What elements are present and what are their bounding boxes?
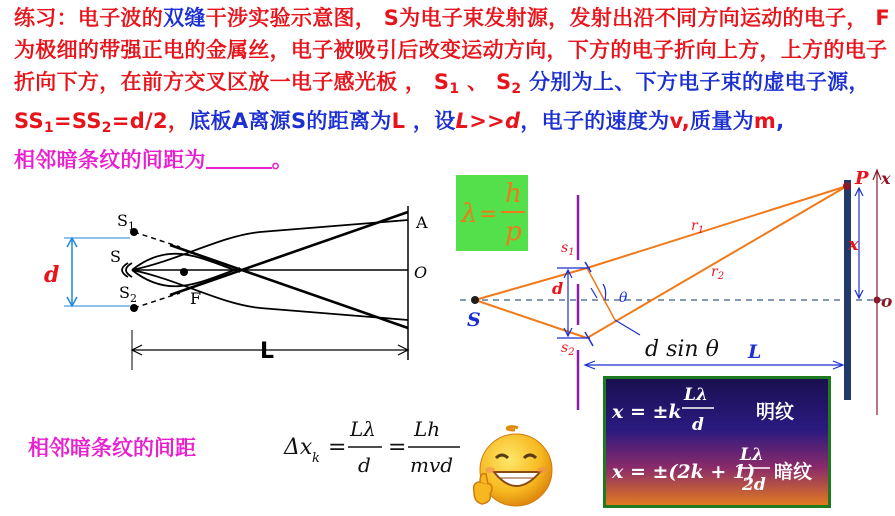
label-a: A — [416, 213, 428, 232]
spacing-formula — [282, 410, 482, 490]
debroglie-lambda: λ — [461, 199, 478, 229]
problem-m: m — [753, 109, 777, 133]
problem-last-line: 相邻暗条纹的间距为 — [14, 148, 206, 172]
label-s1-slit: $s_1$ — [561, 240, 575, 258]
problem-L: L — [391, 109, 406, 133]
problem-text — [14, 2, 894, 176]
dark-den: 2d — [742, 475, 766, 495]
bright-lhs: x = ±k — [612, 401, 682, 423]
problem-text-double-slit: 双缝 — [163, 6, 206, 30]
problem-text-6: ，设 — [405, 109, 456, 133]
smiley-thumbs-up-icon — [470, 422, 560, 512]
formula-den2: mvd — [410, 453, 454, 477]
formula-num1: Lλ — [350, 417, 376, 441]
problem-text-1: 电子波的 — [77, 6, 164, 30]
s2-point — [130, 304, 138, 312]
problem-s1: $S_1$ — [433, 70, 460, 97]
problem-ss1: $SS_1$ — [14, 109, 54, 136]
problem-last-end: 。 — [271, 148, 294, 172]
label-d-slit: d — [552, 279, 564, 298]
problem-text-3: 干涉实验示意图， S为电子束发射源，发射出沿不同方向运动的电子， F为极细的带强正电的金属丝，电子被吸引后改变运动方向，下方的电子折向上方，上方的电子折向下方，在前方交叉区放一电子感光板 ， — [14, 6, 891, 94]
formula-num2: Lh — [414, 417, 441, 441]
formula-delta-x: Δx — [284, 435, 313, 460]
debroglie-h: h — [505, 179, 522, 209]
bright-den: d — [692, 415, 704, 435]
formula-eq1: = — [328, 435, 347, 460]
label-o: O — [414, 263, 428, 282]
label-r1: $r_1$ — [691, 218, 705, 236]
label-f: F — [190, 289, 202, 308]
biprism-diagram — [20, 200, 460, 400]
label-x: x — [848, 234, 859, 255]
label-o-point: o — [881, 292, 893, 312]
source-point — [471, 296, 479, 304]
label-theta: θ — [619, 290, 628, 306]
problem-text-8: 质量为 — [690, 109, 754, 133]
dark-lhs: x = ±(2k + 1) — [612, 461, 756, 483]
spacing-label: 相邻暗条纹的间距 — [28, 436, 196, 460]
label-L: L — [260, 339, 275, 364]
formula-eq2: = — [388, 435, 407, 460]
problem-sep: 、 — [459, 70, 496, 94]
bright-num: Lλ — [684, 385, 708, 405]
problem-text-4: 分别为上、下方电子束的虚电子源， — [521, 70, 870, 94]
debroglie-equals: = — [479, 202, 498, 227]
dark-num: Lλ — [740, 445, 764, 465]
label-s1: $S_1$ — [117, 211, 135, 233]
fringe-formulas — [604, 378, 830, 506]
dark-label: 暗纹 — [774, 461, 813, 483]
problem-text-5: 底板A离源S的距离为 — [189, 109, 392, 133]
label-r2: $r_2$ — [711, 264, 725, 282]
label-s2: $S_2$ — [119, 283, 137, 305]
problem-prefix: 练习： — [14, 6, 78, 30]
wire-f-point — [180, 268, 188, 276]
problem-v: v — [669, 109, 682, 133]
label-d: d — [44, 262, 60, 288]
bright-label: 明纹 — [756, 401, 795, 423]
problem-s2: $S_2$ — [495, 70, 522, 97]
label-s: S — [110, 247, 121, 266]
answer-blank[interactable] — [206, 145, 272, 169]
point-o — [874, 297, 881, 304]
formula-den1: d — [358, 453, 371, 477]
problem-comma: , — [681, 109, 691, 133]
label-x-axis: x — [881, 169, 891, 188]
problem-text-7: ，电子的速度为 — [520, 109, 670, 133]
label-dsin: d sin θ — [645, 337, 719, 362]
label-P: P — [855, 168, 869, 189]
label-L-right: L — [748, 341, 762, 363]
problem-condition: L>>d — [455, 109, 521, 133]
formula-k: k — [312, 451, 320, 466]
label-s2-slit: $s_2$ — [561, 340, 575, 358]
debroglie-p: p — [505, 217, 522, 247]
problem-text-9: , — [776, 109, 785, 133]
problem-eq1: $=SS_2=d/2$， — [53, 109, 190, 136]
label-S-source: S — [467, 309, 481, 331]
point-p — [843, 182, 851, 190]
